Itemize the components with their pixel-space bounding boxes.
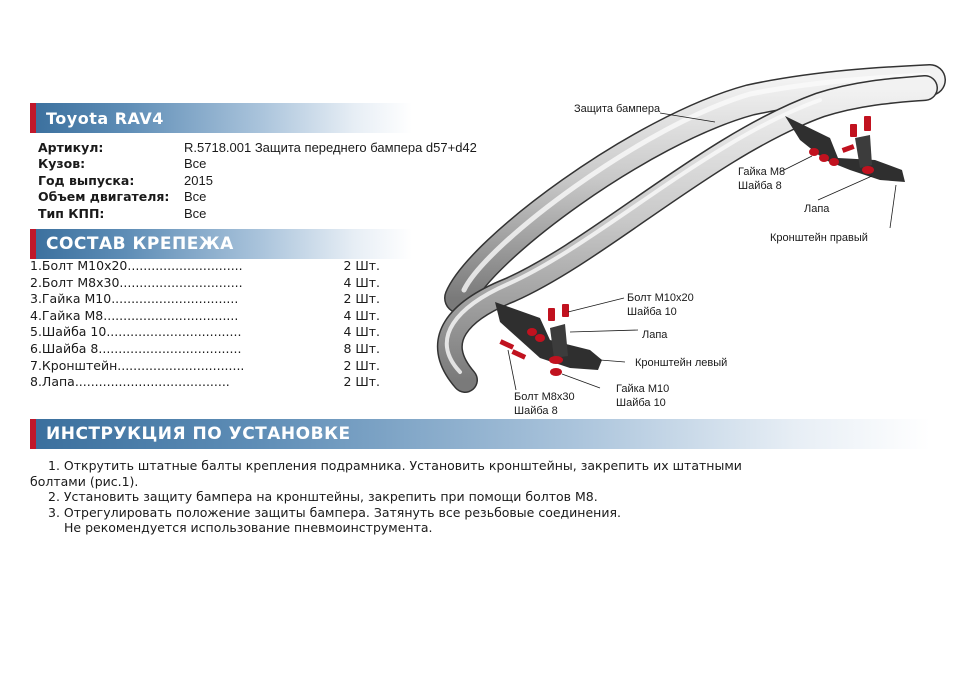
accent-stripe [30, 229, 36, 259]
instruction-step-1-cont: болтами (рис.1). [30, 473, 139, 489]
list-item [30, 275, 380, 292]
kit-heading: СОСТАВ КРЕПЕЖА [46, 234, 234, 254]
instruction-step-2: 2. Установить защиту бампера на кронштейны, закрепить при помощи болтов М8. [48, 489, 598, 505]
part-name: 6.Шайба 8.................................... [30, 340, 242, 356]
label-nut-m10: Гайка М10 [616, 383, 670, 395]
list-item [30, 291, 380, 308]
spec-row-article [38, 140, 477, 156]
label-bracket-left: Кронштейн левый [635, 357, 728, 369]
part-name: 5.Шайба 10.................................. [30, 324, 242, 340]
label-bracket-right: Кронштейн правый [770, 232, 868, 244]
part-qty: 8 Шт. [343, 340, 380, 356]
spec-row-year [38, 173, 477, 189]
label-bolt-m10: Болт М10х20 [627, 292, 694, 304]
instructions-heading: ИНСТРУКЦИЯ ПО УСТАНОВКЕ [46, 424, 351, 444]
bumper-guard-diagram [420, 60, 960, 420]
spec-value: 2015 [184, 172, 213, 188]
kit-heading-bar [30, 229, 412, 259]
label-washer-10-b: Шайба 10 [616, 397, 666, 409]
spec-key: Объем двигателя: [38, 189, 170, 205]
part-qty: 4 Шт. [343, 274, 380, 290]
label-bolt-m8: Болт М8х30 [514, 391, 575, 403]
parts-list [30, 258, 380, 391]
part-name: 2.Болт М8х30............................... [30, 274, 243, 290]
label-washer-8-left: Шайба 8 [514, 405, 558, 417]
label-washer-8: Шайба 8 [738, 180, 782, 192]
instruction-note: Не рекомендуется использование пневмоинструмента. [64, 520, 433, 536]
instructions-heading-bar [30, 419, 930, 449]
part-qty: 2 Шт. [343, 357, 380, 373]
spec-key: Кузов: [38, 156, 86, 172]
list-item [30, 258, 380, 275]
part-qty: 2 Шт. [343, 291, 380, 307]
accent-stripe [30, 419, 36, 449]
part-name: 4.Гайка М8.................................. [30, 307, 239, 323]
list-item [30, 308, 380, 325]
part-qty: 4 Шт. [343, 307, 380, 323]
label-washer-10: Шайба 10 [627, 306, 677, 318]
spec-value: Все [184, 156, 207, 172]
label-nut-m8: Гайка М8 [738, 166, 786, 178]
label-paw-right: Лапа [804, 203, 830, 215]
spec-value: Все [184, 189, 207, 205]
instruction-step-1: 1. Открутить штатные балты крепления подрамника. Установить кронштейны, закрепить их штатными [48, 458, 742, 473]
accent-stripe [30, 103, 36, 133]
instructions-text [30, 458, 890, 536]
part-qty: 4 Шт. [343, 324, 380, 340]
spec-value: Все [184, 205, 207, 221]
spec-row-engine [38, 189, 477, 205]
spec-row-body [38, 156, 477, 172]
spec-key: Тип КПП: [38, 205, 105, 221]
spec-value: R.5718.001 Защита переднего бампера d57+d42 [184, 140, 477, 155]
part-qty: 2 Шт. [343, 258, 380, 273]
instruction-step-3: 3. Отрегулировать положение защиты бампера. Затянуть все резьбовые соединения. [48, 504, 621, 520]
part-name: 7.Кронштейн................................ [30, 357, 245, 373]
model-title: Toyota RAV4 [46, 108, 164, 128]
spec-row-transmission [38, 206, 477, 222]
spec-key: Год выпуска: [38, 172, 135, 188]
list-item [30, 358, 380, 375]
label-paw-left: Лапа [642, 329, 668, 341]
part-name: 8.Лапа....................................... [30, 374, 230, 390]
list-item [30, 341, 380, 358]
part-name: 3.Гайка М10................................ [30, 291, 239, 307]
list-item [30, 374, 380, 391]
spec-table [38, 140, 477, 222]
part-name: 1.Болт М10х20............................. [30, 258, 243, 273]
model-title-bar [30, 103, 412, 133]
part-qty: 2 Шт. [343, 374, 380, 390]
label-bumper: Защита бампера [574, 103, 661, 115]
spec-key: Артикул: [38, 140, 104, 155]
list-item [30, 324, 380, 341]
